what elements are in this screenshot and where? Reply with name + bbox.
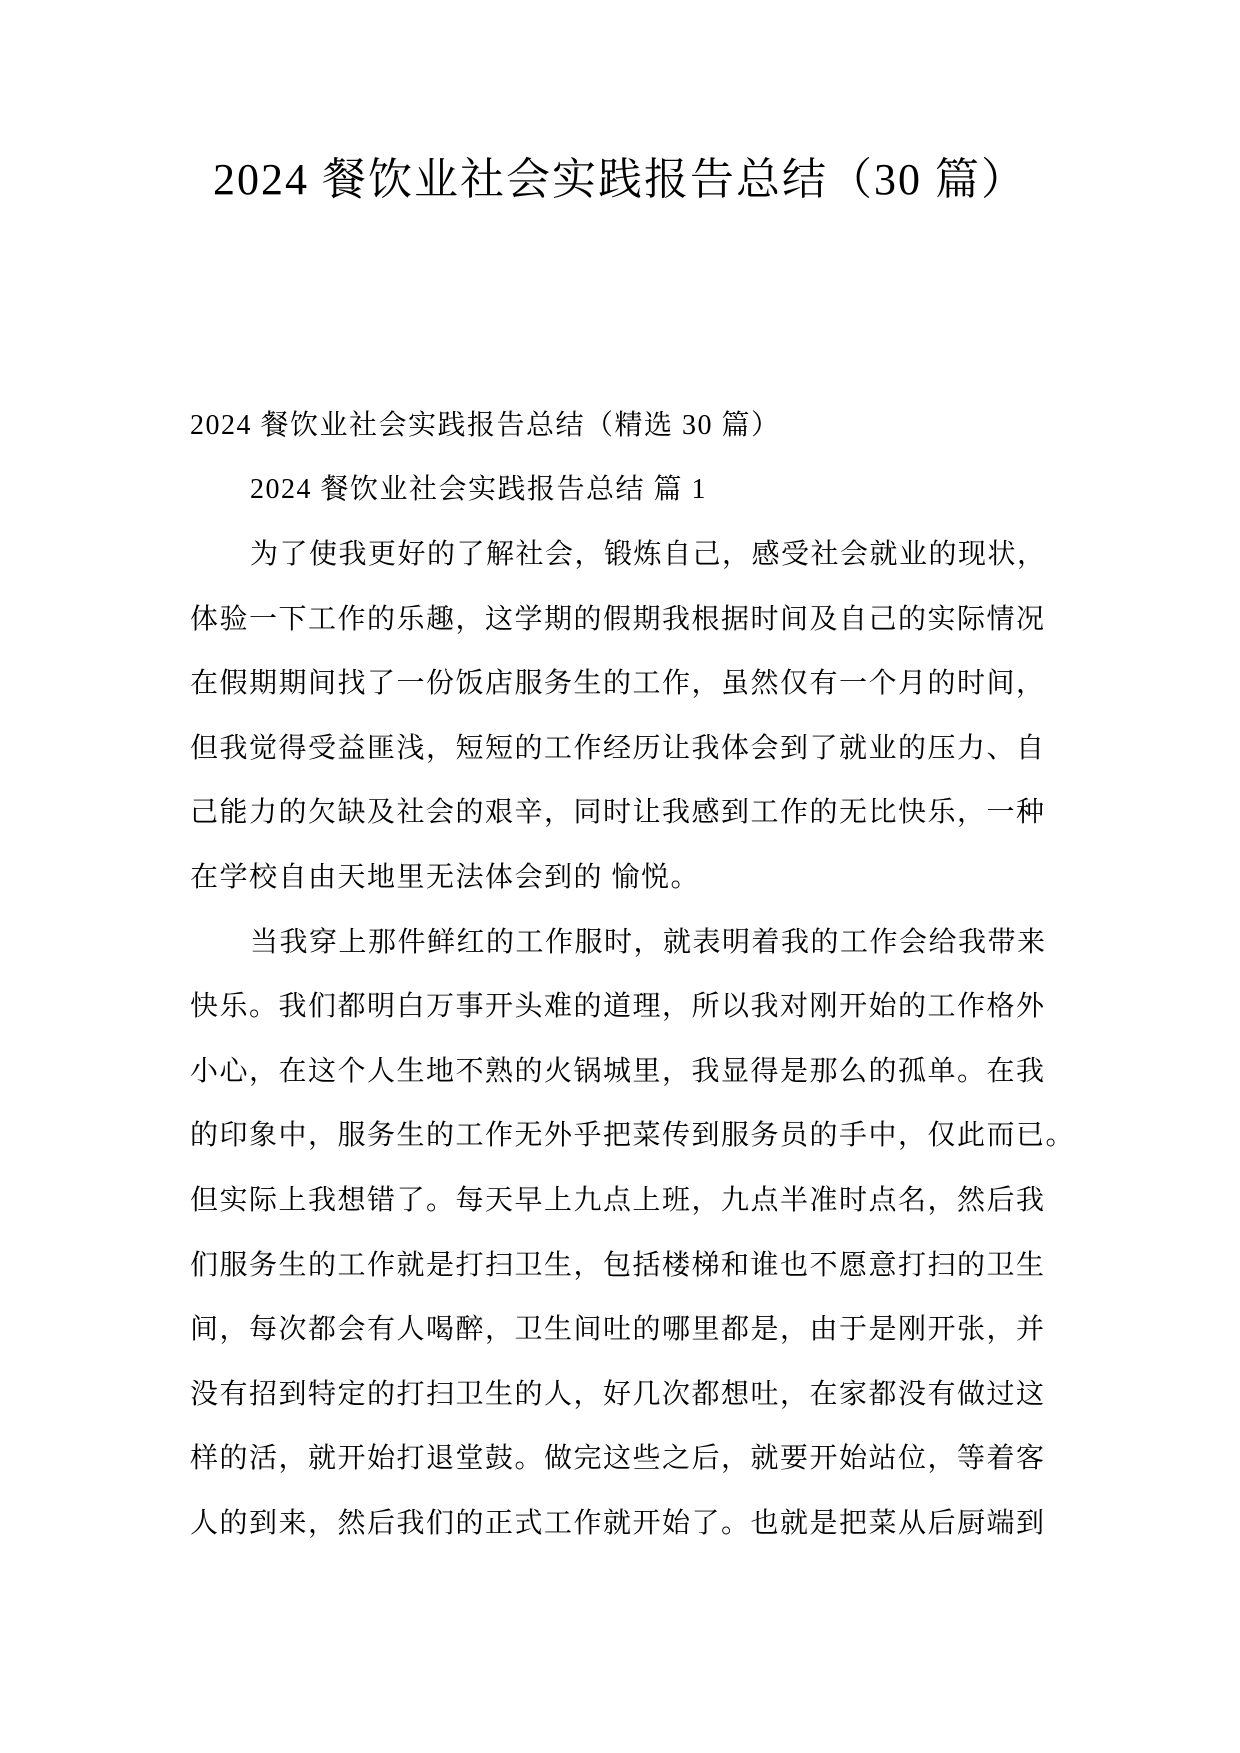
text-line: 在假期期间找了一份饭店服务生的工作，虽然仅有一个月的时间， [190,668,1046,700]
text-line: 当我穿上那件鲜红的工作服时，就表明着我的工作会给我带来 [250,926,1047,958]
text-line: 但实际上我想错了。每天早上九点上班，九点半准时点名，然后我 [190,1184,1046,1216]
text-line: 的印象中，服务生的工作无外乎把菜传到服务员的手中，仅此而已。 [190,1120,1076,1152]
text-line: 己能力的欠缺及社会的艰辛，同时让我感到工作的无比快乐，一种 [190,797,1046,829]
text-line: 快乐。我们都明白万事开头难的道理，所以我对刚开始的工作格外 [190,991,1046,1023]
text-line-heading-selected: 2024 餐饮业社会实践报告总结（精选 30 篇） [190,409,781,441]
text-line: 但我觉得受益匪浅，短短的工作经历让我体会到了就业的压力、自 [190,732,1046,764]
text-line: 在学校自由天地里无法体会到的 愉悦。 [190,861,701,893]
text-line-heading-part1: 2024 餐饮业社会实践报告总结 篇 1 [250,474,708,506]
text-line: 没有招到特定的打扫卫生的人，好几次都想吐，在家都没有做过这 [190,1378,1046,1410]
text-line: 人的到来，然后我们的正式工作就开始了。也就是把菜从后厨端到 [190,1507,1046,1539]
document-title: 2024 餐饮业社会实践报告总结（30 篇） [213,155,1027,204]
text-line: 为了使我更好的了解社会，锻炼自己，感受社会就业的现状， [250,538,1047,570]
text-line: 小心，在这个人生地不熟的火锅城里，我显得是那么的孤单。在我 [190,1055,1046,1087]
text-line: 间，每次都会有人喝醉，卫生间吐的哪里都是，由于是刚开张，并 [190,1314,1046,1346]
document-body [190,394,1080,1557]
text-line: 们服务生的工作就是打扫卫生，包括楼梯和谁也不愿意打扫的卫生 [190,1249,1046,1281]
text-line: 样的活，就开始打退堂鼓。做完这些之后，就要开始站位，等着客 [190,1443,1046,1475]
text-line: 体验一下工作的乐趣，这学期的假期我根据时间及自己的实际情况 [190,603,1046,635]
